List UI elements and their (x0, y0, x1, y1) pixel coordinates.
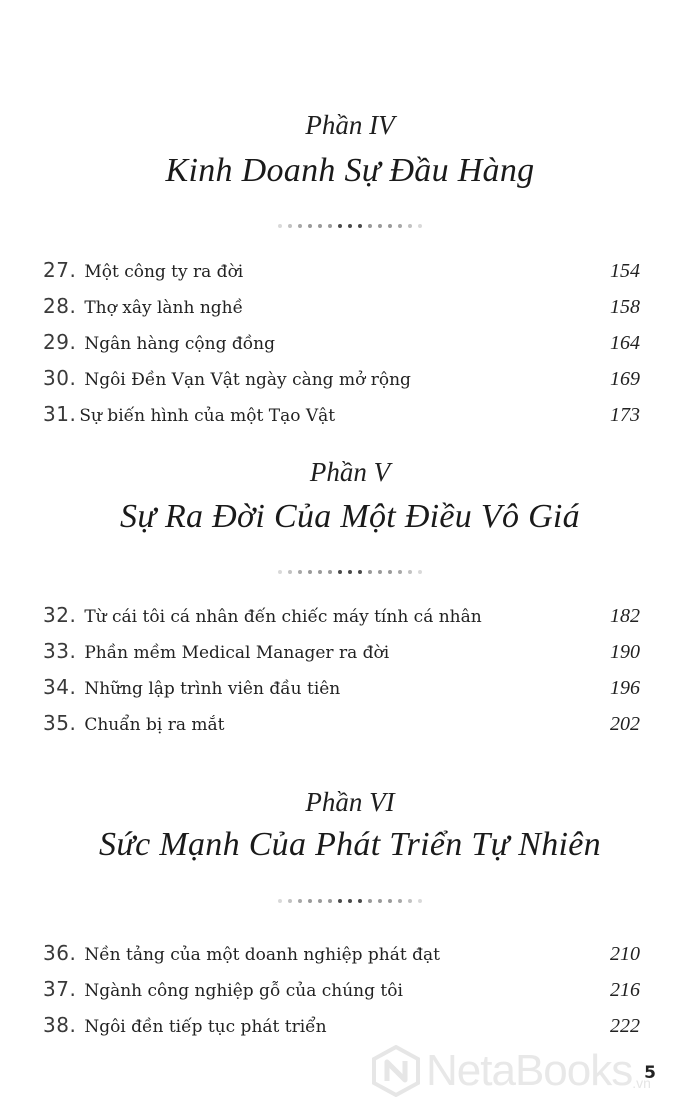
dotted-divider (0, 897, 700, 905)
section-label: Phần V (309, 457, 391, 487)
entry-title: Một công ty ra đời (84, 262, 244, 282)
netabooks-watermark (370, 1041, 690, 1101)
dotted-divider (0, 568, 700, 576)
entry-number: 33. (43, 639, 77, 663)
entry-title: Những lập trình viên đầu tiên (84, 679, 341, 699)
entry-page: 164 (610, 332, 640, 354)
entry-page: 210 (610, 943, 640, 965)
toc-entry[interactable] (43, 675, 640, 701)
dotted-divider (0, 222, 700, 230)
entry-number: 28. (43, 294, 77, 318)
entry-page: 216 (610, 979, 640, 1001)
entry-title: Sự biến hình của một Tạo Vật (79, 406, 336, 426)
entry-title: Ngôi Đền Vạn Vật ngày càng mở rộng (84, 370, 411, 390)
entry-number: 32. (43, 603, 77, 627)
entry-number: 30. (43, 366, 77, 390)
watermark-brand: NetaBooks (426, 1046, 633, 1095)
entry-page: 196 (610, 677, 640, 699)
entry-number: 31. (43, 402, 77, 426)
toc-entry[interactable] (43, 366, 640, 392)
entry-number: 38. (43, 1013, 77, 1037)
entry-page: 190 (610, 641, 640, 663)
netabooks-logo-icon (370, 1045, 422, 1097)
entry-page: 182 (610, 605, 640, 627)
entry-page: 202 (610, 713, 640, 735)
entry-title: Từ cái tôi cá nhân đến chiếc máy tính cá nhân (84, 607, 482, 627)
entry-page: 158 (610, 296, 640, 318)
entry-title: Chuẩn bị ra mắt (84, 715, 225, 735)
toc-entry[interactable] (43, 977, 640, 1003)
entry-number: 37. (43, 977, 77, 1001)
section-title: Sức Mạnh Của Phát Triển Tự Nhiên (99, 826, 601, 863)
entry-number: 29. (43, 330, 77, 354)
toc-entry[interactable] (43, 294, 640, 320)
toc-entry[interactable] (43, 711, 640, 737)
entry-page: 173 (610, 404, 640, 426)
entry-title: Ngân hàng cộng đồng (84, 334, 275, 354)
entry-title: Nền tảng của một doanh nghiệp phát đạt (84, 945, 440, 965)
entry-number: 34. (43, 675, 77, 699)
toc-entry[interactable] (43, 603, 640, 629)
entry-number: 36. (43, 941, 77, 965)
entry-number: 27. (43, 258, 77, 282)
entry-page: 154 (610, 260, 640, 282)
entry-page: 169 (610, 368, 640, 390)
watermark-suffix: .vn (632, 1075, 651, 1091)
section-title: Kinh Doanh Sự Đầu Hàng (165, 152, 535, 189)
toc-entry[interactable] (43, 941, 640, 967)
section-label: Phần IV (305, 110, 395, 140)
entry-title: Ngành công nghiệp gỗ của chúng tôi (84, 981, 403, 1001)
toc-entry[interactable] (43, 639, 640, 665)
page-number: 5 (644, 1063, 656, 1083)
entry-title: Thợ xây lành nghề (84, 298, 244, 318)
section-title: Sự Ra Đời Của Một Điều Vô Giá (120, 498, 580, 535)
entry-page: 222 (610, 1015, 640, 1037)
entry-title: Phần mềm Medical Manager ra đời (84, 643, 390, 663)
entry-title: Ngôi đền tiếp tục phát triển (84, 1017, 327, 1037)
toc-entry[interactable] (43, 402, 640, 428)
section-label: Phần VI (305, 787, 395, 817)
toc-entry[interactable] (43, 258, 640, 284)
toc-entry[interactable] (43, 1013, 640, 1039)
toc-entry[interactable] (43, 330, 640, 356)
entry-number: 35. (43, 711, 77, 735)
